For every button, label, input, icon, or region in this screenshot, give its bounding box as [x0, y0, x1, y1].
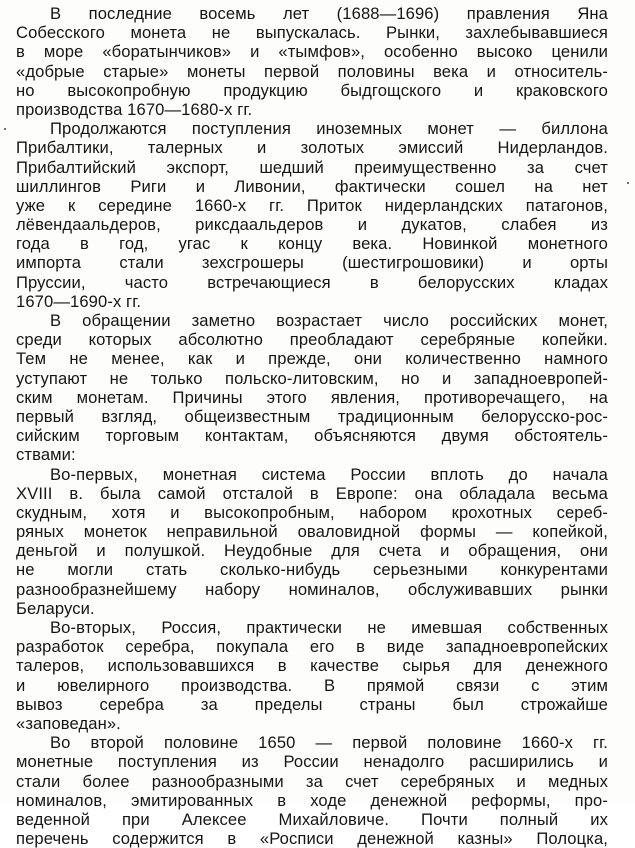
paragraph-5 [16, 618, 608, 733]
text-line: Пруссии, часто встречающиеся в белорусских кладах [16, 272, 608, 292]
text-line: уступают не только польско-литовским, но и западноевропей- [16, 368, 608, 388]
text-line: стали более разнообразными за счет серебряных и медных [16, 771, 608, 791]
text-line: среди которых абсолютно преобладают серебряные копейки. [16, 330, 608, 350]
paragraph-3 [16, 311, 608, 465]
text-line: ствами: [16, 445, 76, 465]
text-line: XVIII в. была самой отсталой в Европе: она обладала весьма [16, 483, 608, 503]
paragraph-6 [16, 733, 608, 848]
text-line: Во второй половине 1650 — первой половине 1660-х гг. [50, 733, 608, 753]
text-line: Прибалтийский экспорт, шедший преимущественно за счет [16, 157, 608, 177]
page-body-text [16, 4, 608, 848]
text-line: Собесского монета не выпускалась. Рынки, захлебывавшиеся [16, 23, 608, 43]
text-line: не могли стать сколько-нибудь серьезными конкурентами [16, 560, 608, 580]
text-line: номиналов, эмитированных в ходе денежной реформы, про- [16, 790, 608, 810]
text-line: ряных монеток неправильной оваловидной формы — копейкой, [16, 522, 608, 542]
scan-speck [4, 128, 6, 130]
text-line: года в год, угас к концу века. Новинкой монетного [16, 234, 608, 254]
text-line: шиллингов Риги и Ливонии, фактически сошел на нет [16, 176, 608, 196]
text-line: Беларуси. [16, 598, 95, 618]
text-line: импорта стали зехсгрошеры (шестигрошовики) и орты [16, 253, 608, 273]
text-line: В последние восемь лет (1688—1696) правления Яна [50, 4, 608, 23]
text-line: разработок серебра, покупала его в виде западноевропейских [16, 637, 608, 657]
text-line: 1670—1690-х гг. [16, 291, 142, 311]
text-line: талеров, использовавшихся в качестве сырья для денежного [16, 656, 608, 676]
scan-speck [627, 182, 629, 184]
text-line: но высокопробную продукцию быдгощского и краковского [16, 80, 608, 100]
paragraph-2 [16, 119, 608, 311]
text-line: монетные поступления из России ненадолго расширились и [16, 752, 608, 772]
text-line: Продолжаются поступления иноземных монет — биллона [50, 119, 608, 139]
text-line: лёвендаальдеров, риксдаальдеров и дукатов, слабея из [16, 215, 608, 235]
text-line: Тем не менее, как и прежде, они количественно намного [16, 349, 608, 369]
text-line: ским монетам. Причины этого явления, противоречащего, на [16, 387, 608, 407]
text-line: сийским торговым контактам, объясняются двумя обстоятель- [16, 426, 608, 446]
text-line: «добрые старые» монеты первой половины века и относитель- [16, 61, 608, 81]
text-line: Во-вторых, Россия, практически не имевшая собственных [50, 618, 608, 637]
text-line: скудным, хотя и высокопробным, набором крохотных сереб- [16, 502, 608, 522]
paragraph-4 [16, 465, 608, 619]
text-line: разнообразнейшему набору номиналов, обслуживавших рынки [16, 579, 608, 599]
text-line: производства 1670—1680-х гг. [16, 99, 253, 119]
text-line: деньгой и полушкой. Неудобные для счета и обращения, они [16, 541, 608, 561]
text-line: Прибалтики, талерных и золотых эмиссий Нидерландов. [16, 138, 608, 158]
text-line: первый взгляд, общеизвестным традиционным белорусско-рос- [16, 406, 608, 426]
text-line: перечень содержится в «Росписи денежной казны» Полоцка, [16, 829, 608, 848]
text-line: вывоз серебра за пределы страны был строжайше [16, 694, 608, 714]
text-line: и ювелирного производства. В прямой связи с этим [16, 675, 608, 695]
paragraph-1 [16, 4, 608, 119]
text-line: «заповедан». [16, 713, 121, 733]
text-line: уже к середине 1660-х гг. Приток нидерландских патагонов, [16, 195, 608, 215]
text-line: В обращении заметно возрастает число российских монет, [50, 311, 608, 330]
text-line: Во-первых, монетная система России вплоть до начала [50, 464, 608, 484]
text-line: в море «боратынчиков» и «тымфов», особенно высоко ценили [16, 42, 608, 62]
text-line: веденной при Алексее Михайловиче. Почти полный их [16, 809, 608, 829]
